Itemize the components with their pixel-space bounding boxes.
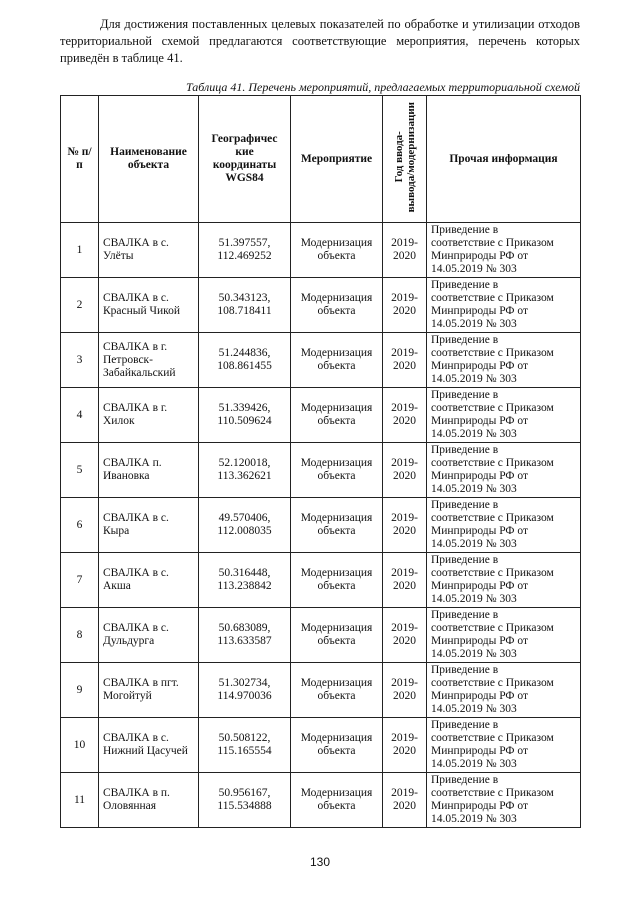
longitude: 112.008035 (217, 525, 272, 537)
intro-paragraph (60, 16, 580, 67)
latitude: 49.570406, (218, 512, 271, 524)
action-line: объекта (317, 745, 356, 757)
longitude: 114.970036 (217, 690, 272, 702)
year-line: 2020 (393, 470, 416, 482)
info-line: Приведение в (431, 499, 499, 511)
latitude: 51.397557, (218, 237, 271, 249)
row-year (383, 333, 427, 388)
action-line: Модернизация (300, 567, 373, 579)
row-num: 11 (61, 773, 99, 828)
longitude: 113.633587 (217, 635, 272, 647)
info-line: Минприроды РФ от (431, 415, 528, 427)
row-year (383, 553, 427, 608)
action-line: Модернизация (300, 787, 373, 799)
info-line: Приведение в (431, 554, 499, 566)
row-year (383, 663, 427, 718)
year-line: 2019- (391, 402, 418, 414)
action-line: Модернизация (300, 402, 373, 414)
row-action (291, 663, 383, 718)
latitude: 51.302734, (218, 677, 271, 689)
table-row (61, 663, 581, 718)
longitude: 112.469252 (217, 250, 272, 262)
row-num: 5 (61, 443, 99, 498)
row-object-name (99, 718, 199, 773)
object-name-line: Могойтуй (103, 690, 152, 702)
row-object-name (99, 223, 199, 278)
row-action (291, 718, 383, 773)
info-line: Приведение в (431, 224, 499, 236)
info-line: Минприроды РФ от (431, 580, 528, 592)
table-caption: Таблица 41. Перечень мероприятий, предлагаемых территориальной схемой (186, 80, 580, 94)
object-name-line: СВАЛКА в с. (103, 237, 169, 249)
table-row (61, 498, 581, 553)
table-row (61, 553, 581, 608)
year-line: 2020 (393, 690, 416, 702)
info-line: 14.05.2019 № 303 (431, 373, 517, 385)
action-line: Модернизация (300, 237, 373, 249)
header-year-vertical (393, 102, 417, 212)
longitude: 115.534888 (217, 800, 272, 812)
object-name-line: Красный Чикой (103, 305, 181, 317)
row-coordinates (199, 223, 291, 278)
row-action (291, 278, 383, 333)
row-coordinates (199, 333, 291, 388)
row-info (427, 608, 581, 663)
info-line: Приведение в (431, 719, 499, 731)
row-action (291, 773, 383, 828)
row-year (383, 223, 427, 278)
header-coords-line: Географичес (211, 133, 278, 145)
row-coordinates (199, 498, 291, 553)
info-line: Минприроды РФ от (431, 635, 528, 647)
action-line: объекта (317, 635, 356, 647)
info-line: Минприроды РФ от (431, 250, 528, 262)
longitude: 108.861455 (217, 360, 272, 372)
row-info (427, 553, 581, 608)
object-name-line: СВАЛКА в с. (103, 732, 169, 744)
action-line: объекта (317, 690, 356, 702)
info-line: соответствие с Приказом (431, 292, 554, 304)
row-num: 9 (61, 663, 99, 718)
object-name-line: Хилок (103, 415, 135, 427)
header-action: Мероприятие (291, 96, 383, 223)
info-line: Минприроды РФ от (431, 525, 528, 537)
info-line: Приведение в (431, 774, 499, 786)
action-line: Модернизация (300, 457, 373, 469)
info-line: Минприроды РФ от (431, 745, 528, 757)
latitude: 51.339426, (218, 402, 271, 414)
year-line: 2020 (393, 415, 416, 427)
header-num: № п/п (61, 96, 99, 223)
row-coordinates (199, 553, 291, 608)
row-object-name (99, 278, 199, 333)
latitude: 50.343123, (218, 292, 271, 304)
action-line: объекта (317, 470, 356, 482)
action-line: Модернизация (300, 677, 373, 689)
object-name-line: Забайкальский (103, 366, 176, 379)
row-info (427, 223, 581, 278)
row-coordinates (199, 663, 291, 718)
action-line: объекта (317, 580, 356, 592)
year-line: 2019- (391, 347, 418, 359)
row-year (383, 278, 427, 333)
row-coordinates (199, 388, 291, 443)
row-num: 2 (61, 278, 99, 333)
info-line: Приведение в (431, 279, 499, 291)
year-line: 2020 (393, 580, 416, 592)
table-row (61, 443, 581, 498)
longitude: 113.362621 (217, 470, 272, 482)
header-coords-line: координаты (212, 159, 277, 171)
row-coordinates (199, 443, 291, 498)
action-line: объекта (317, 800, 356, 812)
row-num: 1 (61, 223, 99, 278)
info-line: 14.05.2019 № 303 (431, 318, 517, 330)
table-row (61, 333, 581, 388)
action-line: объекта (317, 415, 356, 427)
year-line: 2019- (391, 237, 418, 249)
row-coordinates (199, 278, 291, 333)
table-row (61, 773, 581, 828)
row-num: 7 (61, 553, 99, 608)
action-line: Модернизация (300, 347, 373, 359)
row-action (291, 223, 383, 278)
row-action (291, 443, 383, 498)
header-coords-line: кие (235, 146, 254, 158)
year-line: 2020 (393, 250, 416, 262)
row-year (383, 388, 427, 443)
header-info: Прочая информация (427, 96, 581, 223)
info-line: 14.05.2019 № 303 (431, 703, 517, 715)
year-line: 2020 (393, 635, 416, 647)
row-object-name (99, 388, 199, 443)
object-name-line: СВАЛКА в с. (103, 512, 169, 524)
action-line: Модернизация (300, 292, 373, 304)
table-row (61, 718, 581, 773)
info-line: соответствие с Приказом (431, 457, 554, 469)
row-object-name (99, 443, 199, 498)
info-line: 14.05.2019 № 303 (431, 813, 517, 825)
measures-table (60, 95, 581, 828)
header-coords-line: WGS84 (225, 172, 264, 184)
year-line: 2020 (393, 525, 416, 537)
info-line: Минприроды РФ от (431, 690, 528, 702)
year-line: 2019- (391, 512, 418, 524)
year-line: 2019- (391, 677, 418, 689)
action-line: объекта (317, 360, 356, 372)
intro-text: Для достижения поставленных целевых показателей по обработке и утилизации отходов территориальной схемой предлагаются соответствующие мероприятия, перечень которых приведён в таблице 41. (60, 17, 580, 65)
year-line: 2020 (393, 305, 416, 317)
header-year-line: Год ввода- (392, 131, 405, 183)
row-object-name (99, 773, 199, 828)
action-line: Модернизация (300, 732, 373, 744)
longitude: 115.165554 (217, 745, 272, 757)
row-coordinates (199, 718, 291, 773)
info-line: соответствие с Приказом (431, 237, 554, 249)
latitude: 50.316448, (218, 567, 271, 579)
object-name-line: СВАЛКА в с. (103, 622, 169, 634)
year-line: 2020 (393, 360, 416, 372)
row-object-name (99, 498, 199, 553)
row-info (427, 663, 581, 718)
object-name-line: Дульдурга (103, 635, 155, 647)
action-line: объекта (317, 525, 356, 537)
row-info (427, 443, 581, 498)
row-num: 8 (61, 608, 99, 663)
info-line: Приведение в (431, 609, 499, 621)
object-name-line: Акша (103, 580, 131, 592)
info-line: соответствие с Приказом (431, 787, 554, 799)
row-coordinates (199, 608, 291, 663)
object-name-line: СВАЛКА в п. (103, 787, 170, 799)
info-line: Приведение в (431, 444, 499, 456)
table-row (61, 608, 581, 663)
header-coords (199, 96, 291, 223)
year-line: 2019- (391, 732, 418, 744)
latitude: 50.956167, (218, 787, 271, 799)
info-line: 14.05.2019 № 303 (431, 538, 517, 550)
info-line: соответствие с Приказом (431, 567, 554, 579)
row-coordinates (199, 773, 291, 828)
row-object-name (99, 553, 199, 608)
latitude: 51.244836, (218, 347, 271, 359)
action-line: Модернизация (300, 622, 373, 634)
object-name-line: СВАЛКА в пгт. (103, 677, 179, 689)
year-line: 2019- (391, 622, 418, 634)
info-line: Минприроды РФ от (431, 800, 528, 812)
row-info (427, 278, 581, 333)
row-action (291, 498, 383, 553)
year-line: 2019- (391, 787, 418, 799)
header-name: Наименование объекта (99, 96, 199, 223)
object-name-line: Оловянная (103, 800, 157, 812)
longitude: 108.718411 (217, 305, 272, 317)
object-name-line: Ивановка (103, 470, 150, 482)
object-name-line: СВАЛКА в г. (103, 402, 168, 414)
longitude: 113.238842 (217, 580, 272, 592)
year-line: 2019- (391, 457, 418, 469)
row-action (291, 608, 383, 663)
info-line: Минприроды РФ от (431, 470, 528, 482)
year-line: 2019- (391, 292, 418, 304)
header-year-line: вывода/модернизации (404, 101, 417, 213)
header-year (383, 96, 427, 223)
row-year (383, 718, 427, 773)
row-info (427, 498, 581, 553)
table-header-row (61, 96, 581, 223)
table-row (61, 278, 581, 333)
row-action (291, 553, 383, 608)
info-line: Минприроды РФ от (431, 305, 528, 317)
info-line: 14.05.2019 № 303 (431, 758, 517, 770)
row-info (427, 333, 581, 388)
table-body (61, 223, 581, 828)
info-line: Приведение в (431, 389, 499, 401)
row-year (383, 608, 427, 663)
row-num: 6 (61, 498, 99, 553)
table-row (61, 388, 581, 443)
action-line: объекта (317, 250, 356, 262)
row-action (291, 388, 383, 443)
object-name-line: Улёты (103, 250, 134, 262)
latitude: 50.683089, (218, 622, 271, 634)
object-name-line: СВАЛКА п. (103, 457, 162, 469)
object-name-line: СВАЛКА в с. (103, 292, 169, 304)
row-num: 10 (61, 718, 99, 773)
object-name-line: СВАЛКА в г. (103, 340, 168, 353)
action-line: объекта (317, 305, 356, 317)
object-name-line: Петровск- (103, 353, 153, 366)
object-name-line: Кыра (103, 525, 130, 537)
info-line: 14.05.2019 № 303 (431, 648, 517, 660)
longitude: 110.509624 (217, 415, 272, 427)
latitude: 50.508122, (218, 732, 271, 744)
info-line: Приведение в (431, 334, 499, 346)
row-object-name (99, 333, 199, 388)
info-line: 14.05.2019 № 303 (431, 483, 517, 495)
year-line: 2020 (393, 745, 416, 757)
row-num: 3 (61, 333, 99, 388)
row-info (427, 388, 581, 443)
row-year (383, 773, 427, 828)
info-line: соответствие с Приказом (431, 732, 554, 744)
info-line: соответствие с Приказом (431, 347, 554, 359)
row-object-name (99, 663, 199, 718)
row-object-name (99, 608, 199, 663)
info-line: Минприроды РФ от (431, 360, 528, 372)
object-name-line: СВАЛКА в с. (103, 567, 169, 579)
row-num: 4 (61, 388, 99, 443)
info-line: соответствие с Приказом (431, 402, 554, 414)
info-line: соответствие с Приказом (431, 622, 554, 634)
info-line: 14.05.2019 № 303 (431, 263, 517, 275)
object-name-line: Нижний Цасучей (103, 745, 188, 757)
action-line: Модернизация (300, 512, 373, 524)
info-line: соответствие с Приказом (431, 677, 554, 689)
year-line: 2019- (391, 567, 418, 579)
info-line: 14.05.2019 № 303 (431, 428, 517, 440)
row-info (427, 773, 581, 828)
info-line: соответствие с Приказом (431, 512, 554, 524)
year-line: 2020 (393, 800, 416, 812)
page-number: 130 (309, 855, 331, 869)
info-line: 14.05.2019 № 303 (431, 593, 517, 605)
table-row (61, 223, 581, 278)
row-info (427, 718, 581, 773)
info-line: Приведение в (431, 664, 499, 676)
row-action (291, 333, 383, 388)
row-year (383, 498, 427, 553)
row-year (383, 443, 427, 498)
latitude: 52.120018, (218, 457, 271, 469)
